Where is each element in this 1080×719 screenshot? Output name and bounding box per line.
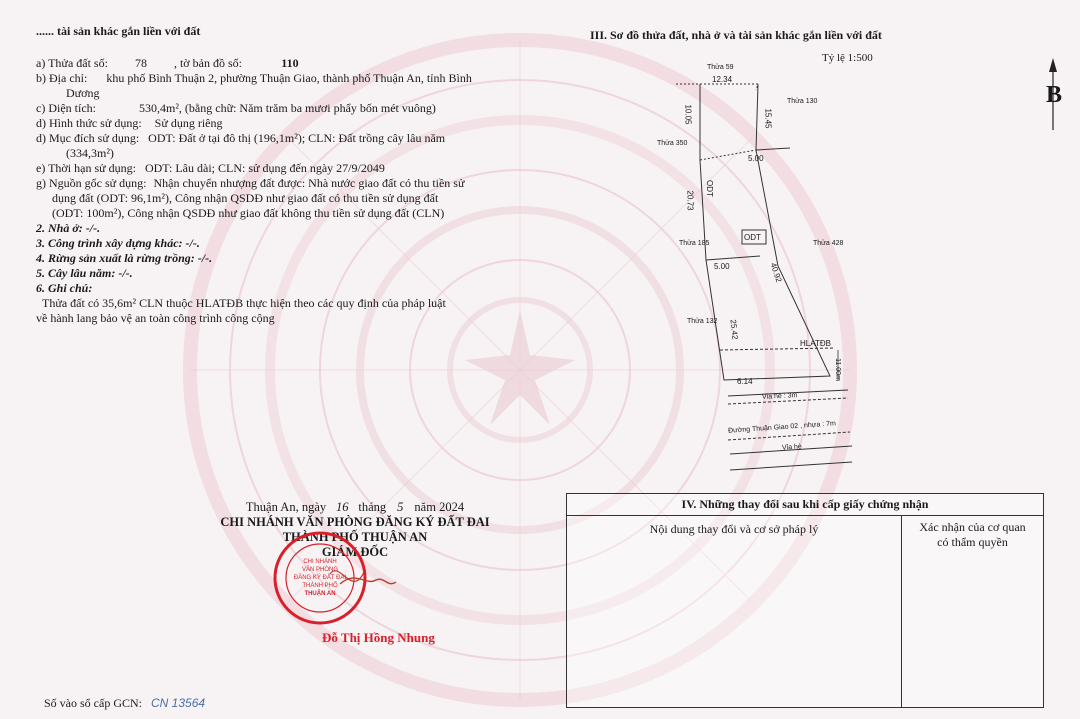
left-section-title: ...... tài sản khác gắn liền với đất bbox=[36, 24, 201, 38]
org-name-1: CHI NHÁNH VĂN PHÒNG ĐĂNG KÝ ĐẤT ĐAI bbox=[220, 515, 490, 529]
map-section-title: III. Sơ đồ thửa đất, nhà ở và tài sản khác gắn liền với đất bbox=[590, 28, 882, 42]
map-sheet-label: , tờ bản đồ số: bbox=[173, 56, 242, 70]
odt-label-2: ODT bbox=[744, 233, 761, 242]
signer-role: GIÁM ĐỐC bbox=[321, 545, 389, 559]
changes-confirm-column: Xác nhận của cơ quan có thẩm quyền bbox=[919, 520, 1026, 549]
parcel-185-label: Thửa 185 bbox=[679, 240, 710, 247]
signer-name: Đỗ Thị Hồng Nhung bbox=[322, 630, 435, 645]
changes-title: IV. Những thay đổi sau khi cấp giấy chứng nhận bbox=[567, 494, 1043, 516]
gcn-number: CN 13564 bbox=[151, 696, 206, 710]
notes-heading: 6. Ghi chú: bbox=[36, 281, 93, 295]
dim-left-mid: 20.73 bbox=[685, 190, 695, 211]
dim-road-side: 11.00m bbox=[833, 358, 841, 381]
dim-left-low: 25.42 bbox=[728, 319, 740, 340]
parcel-350-label: Thửa 350 bbox=[657, 140, 688, 147]
north-letter: B bbox=[1046, 82, 1063, 108]
parcel-59-label: Thửa 59 bbox=[707, 64, 734, 71]
parcel-428-label: Thửa 428 bbox=[813, 240, 844, 247]
term-value: ODT: Lâu dài; CLN: sử dụng đến ngày 27/9/2049 bbox=[144, 161, 385, 175]
purpose-value: ODT: Đất ở tại đô thị (196,1m²); CLN: Đất trồng cây lâu năm bbox=[148, 131, 446, 145]
address-value-cont: Dương bbox=[66, 86, 100, 100]
usage-form-value: Sử dụng riêng bbox=[154, 116, 223, 130]
issue-date: Thuận An, ngày 16 tháng 5 năm 2024 bbox=[245, 500, 465, 514]
parcel-132-label: Thửa 132 bbox=[687, 318, 718, 325]
notes-line-2: về hành lang bảo vệ an toàn công trình công cộng bbox=[36, 311, 275, 325]
origin-label: g) Nguồn gốc sử dụng: bbox=[36, 176, 147, 190]
forest-item: 4. Rừng sản xuất là rừng trồng: -/-. bbox=[36, 251, 213, 265]
parcel-label: a) Thửa đất số: bbox=[36, 56, 108, 70]
origin-value: Nhận chuyển nhượng đất được: Nhà nước giao đất có thu tiền sử bbox=[153, 176, 465, 190]
changes-content-column: Nội dung thay đổi và cơ sở pháp lý bbox=[567, 516, 902, 707]
trees-item: 5. Cây lâu năm: -/-. bbox=[36, 266, 133, 280]
changes-table bbox=[566, 493, 1044, 708]
road-label: Đường Thuận Giao 02 , nhựa : 7m bbox=[727, 420, 837, 435]
parcel-number: 78 bbox=[134, 56, 147, 70]
dim-right-long: 40.92 bbox=[768, 261, 784, 284]
area-label: c) Diện tích: bbox=[36, 101, 96, 115]
address-label: b) Địa chỉ: bbox=[36, 71, 88, 85]
odt-label-1: ODT bbox=[704, 180, 714, 197]
purpose-label: d) Mục đích sử dụng: bbox=[36, 131, 140, 145]
dim-right-top: 15.45 bbox=[763, 108, 773, 129]
map-scale: Tỷ lệ 1:500 bbox=[822, 52, 873, 64]
address-value: khu phố Bình Thuận 2, phường Thuận Giao, thành phố Thuận An, tỉnh Bình bbox=[106, 71, 472, 85]
origin-value-cont-1: dụng đất (ODT: 96,1m²), Công nhận QSDĐ như giao đất có thu tiền sử dụng đất bbox=[52, 191, 439, 205]
purpose-value-cont: (334,3m²) bbox=[66, 146, 114, 160]
org-name-2: THÀNH PHỐ THUẬN AN bbox=[282, 530, 428, 544]
notes-line-1: Thửa đất có 35,6m² CLN thuộc HLATĐB thực hiện theo các quy định của pháp luật bbox=[42, 296, 446, 310]
hlatdb-label: HLATĐB bbox=[800, 339, 831, 348]
map-sheet-number: 110 bbox=[281, 56, 299, 70]
usage-form-label: d) Hình thức sử dụng: bbox=[36, 116, 142, 130]
parcel-130-label: Thửa 130 bbox=[787, 98, 818, 105]
dim-top: 12.34 bbox=[712, 75, 733, 84]
house-item: 2. Nhà ở: -/-. bbox=[36, 221, 101, 235]
dim-left-top: 10.05 bbox=[683, 104, 693, 125]
area-value: 530,4m², (bằng chữ: Năm trăm ba mươi phẩy bốn mét vuông) bbox=[138, 101, 436, 115]
origin-value-cont-2: (ODT: 100m²), Công nhận QSDĐ như giao đất không thu tiền sử dụng đất (CLN) bbox=[52, 206, 445, 220]
sidewalk-label-2: Vỉa hè bbox=[781, 443, 803, 452]
dim-mid: 5.00 bbox=[748, 154, 764, 163]
sidewalk-label-1: Vỉa hè : 3m bbox=[761, 392, 798, 401]
stamp-text: CHI NHÁNH VĂN PHÒNG ĐĂNG KÝ ĐẤT ĐAI THÀNH PHỐ THUẬN AN bbox=[293, 559, 347, 597]
construction-item: 3. Công trình xây dựng khác: -/-. bbox=[36, 236, 200, 250]
dim-bottom: 6.14 bbox=[737, 377, 753, 386]
gcn-label: Số vào sổ cấp GCN: bbox=[44, 696, 142, 710]
gcn-register bbox=[44, 696, 205, 711]
dim-lower-mid: 5.00 bbox=[714, 262, 730, 271]
term-label: e) Thời hạn sử dụng: bbox=[36, 161, 136, 175]
